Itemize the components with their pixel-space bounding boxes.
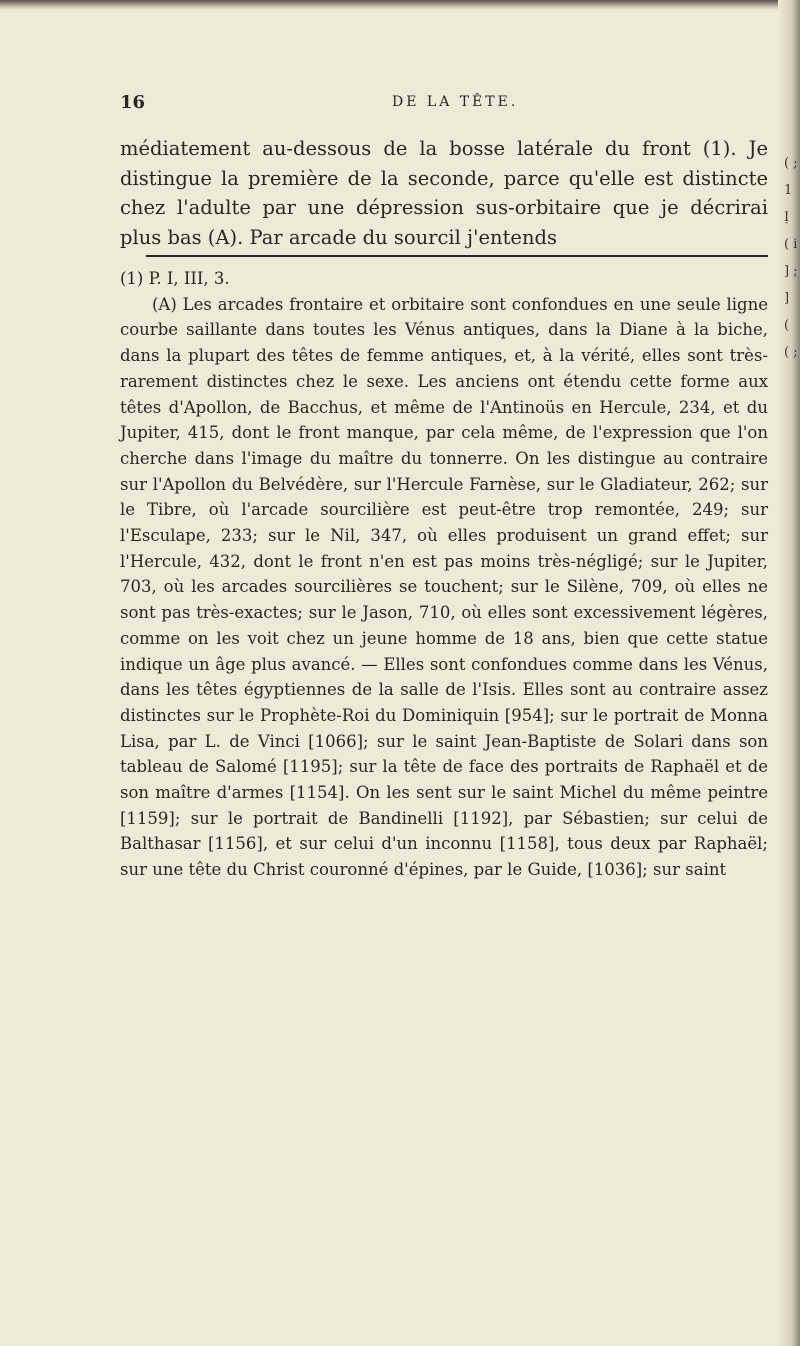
- page-number: 16: [120, 92, 146, 113]
- note-a: (A) Les arcades frontaire et orbitaire sont confondues en une seule ligne courbe saillante dans toutes les Vénus antiques, dans la Diane à la biche, dans la plupart des têtes de femme antiques, et, à la vérité, elles sont très-rarement distinctes chez le sexe. Les anciens ont étendu cette forme aux têtes d'Apollon, de Bacchus, et même de l'Antinoüs en Hercule, 234, et du Jupiter, 415, dont le front manque, par cela même, de l'expression que l'on cherche dans l'image du maître du tonnerre. On les distingue au contraire sur l'Apollon du Belvédère, sur l'Hercule Farnèse, sur le Gladiateur, 262; sur le Tibre, où l'arcade sourcilière est peut-être trop remontée, 249; sur l'Esculape, 233; sur le Nil, 347, où elles produisent un grand effet; sur l'Hercule, 432, dont le front n'en est pas moins très-négligé; sur le Jupiter, 703, où les arcades sourcilières se touchent; sur le Silène, 709, où elles ne sont pas très-exactes; sur le Jason, 710, où elles sont excessivement légères, comme on les voit chez un jeune homme de 18 ans, bien que cette statue indique un âge plus avancé. — Elles sont confondues comme dans les Vénus, dans les têtes égyptiennes de la salle de l'Isis. Elles sont au contraire assez distinctes sur le Prophète-Roi du Dominiquin [954]; sur le portrait de Monna Lisa, par L. de Vinci [1066]; sur le saint Jean-Baptiste de Solari dans son tableau de Salomé [1195]; sur la tête de face des portraits de Raphaël et de son maître d'armes [1154]. On les sent sur le saint Michel du même peintre [1159]; sur le portrait de Bandinelli [1192], par Sébastien; sur celui de Balthasar [1156], et sur celui d'un inconnu [1158], tous deux par Raphaël; sur une tête du Christ couronné d'épines, par le Guide, [1036]; sur saint: [120, 294, 768, 880]
- page-header: [120, 92, 660, 116]
- main-text: [120, 134, 768, 252]
- body-paragraph: médiatement au-dessous de la bosse latérale du front (1). Je distingue la première de la seconde, parce qu'elle est distincte chez l'adulte par une dépression sus-orbitaire que je décrirai plus bas (A). Par arcade du sourcil j'entends: [120, 137, 768, 249]
- footnote-1: (1) P. I, III, 3.: [120, 269, 230, 288]
- margin-marks: ( ; 1 Ị ( i ] ; ] ( ( ;: [784, 156, 798, 360]
- notes-section: [120, 266, 768, 883]
- page-top-edge: [0, 0, 800, 10]
- running-title: DE LA TÊTE.: [392, 94, 519, 110]
- footnote-rule: [146, 255, 768, 257]
